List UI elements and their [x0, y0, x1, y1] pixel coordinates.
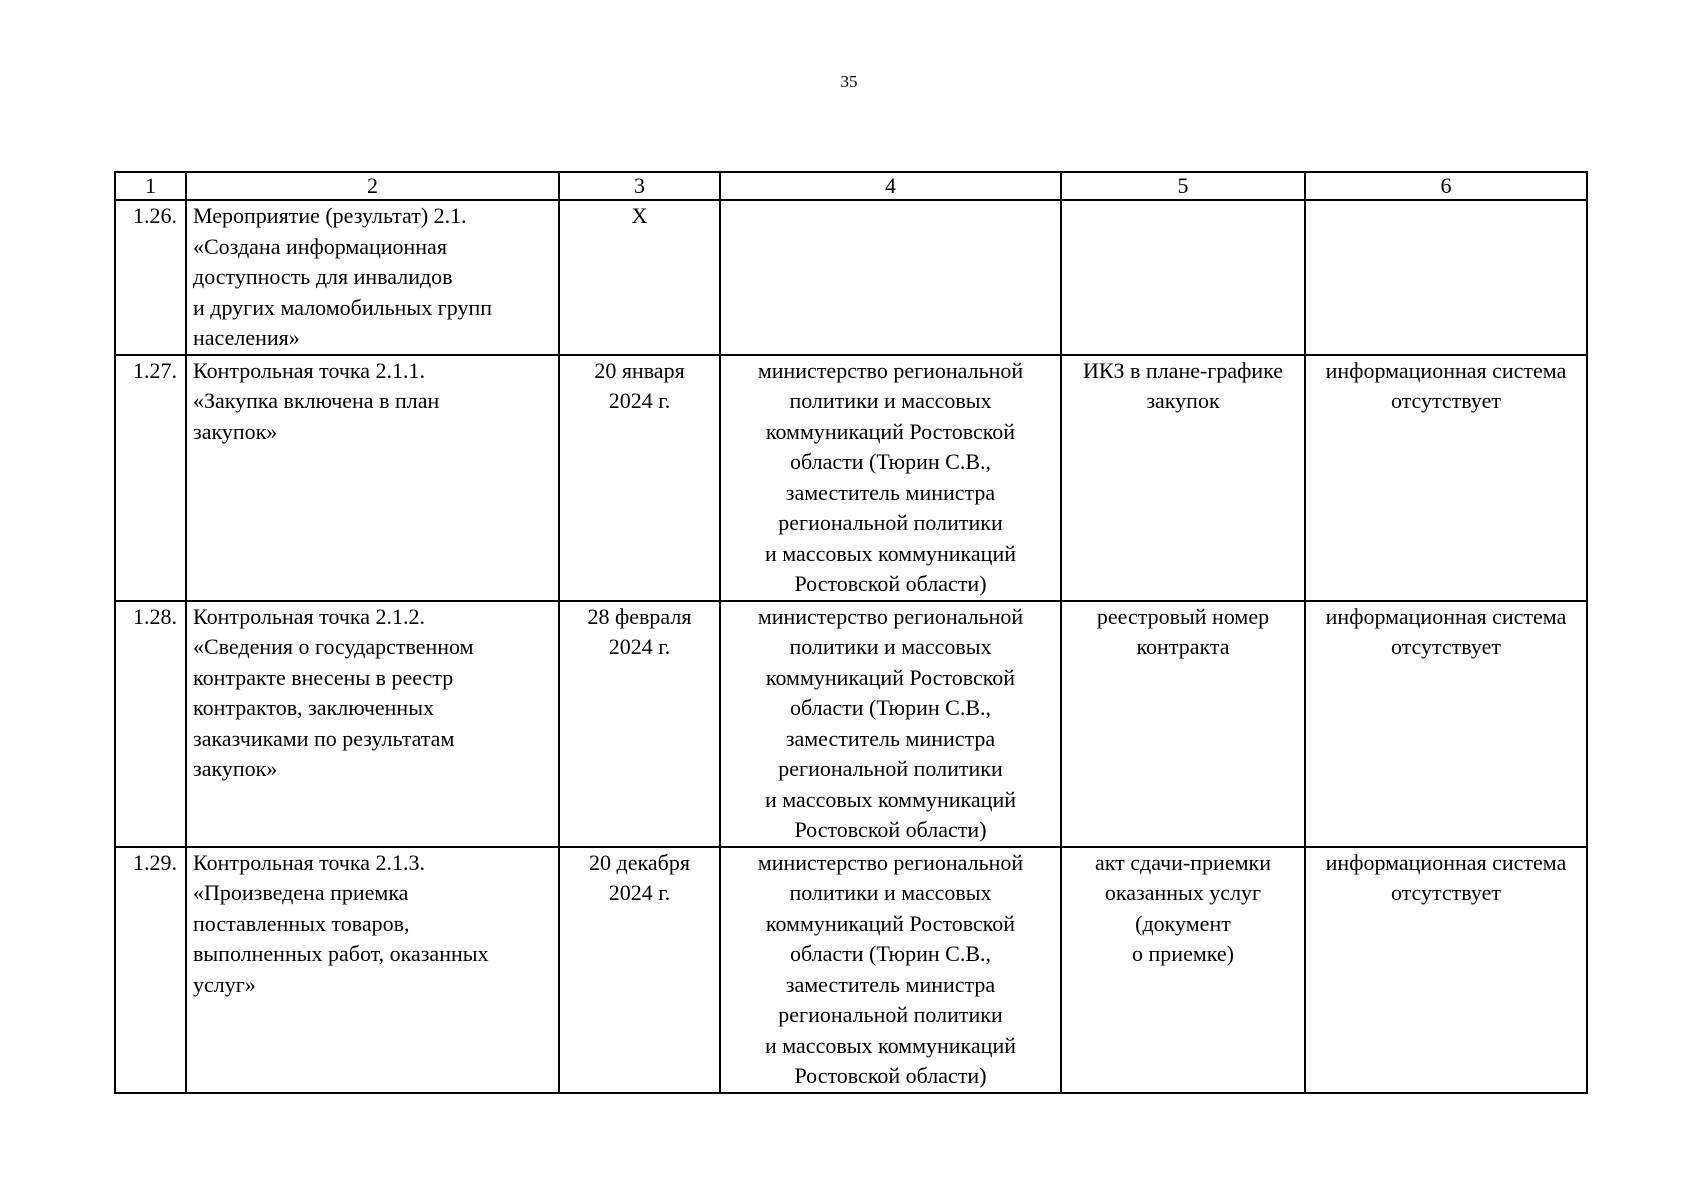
table-header-row: [115, 172, 1587, 200]
cell-text-line: закупок»: [193, 418, 278, 444]
cell-text-line: Ростовской области): [794, 1063, 987, 1088]
cell-text-line: «Закупка включена в план: [193, 388, 440, 413]
responsible-cell: [720, 355, 1061, 601]
row-number-cell: 1.27.: [115, 355, 186, 601]
column-header: 3: [559, 172, 720, 200]
row-number-cell: 1.26.: [115, 200, 186, 355]
column-header: 2: [186, 172, 559, 200]
cell-text-line: министерство региональной: [757, 357, 1024, 383]
table-row: [115, 355, 1587, 601]
info-system-cell: [1305, 847, 1587, 1093]
event-title-cell: [186, 847, 559, 1093]
cell-text-line: и массовых коммуникаций: [765, 786, 1016, 812]
cell-text-line: и других маломобильных групп: [193, 294, 492, 320]
cell-text-line: контрактов, заключенных: [193, 695, 434, 720]
cell-text-line: 20 января: [594, 357, 685, 383]
cell-text-line: заместитель министра: [785, 971, 996, 997]
plan-table: [114, 171, 1588, 1094]
cell-text-line: коммуникаций Ростовской: [765, 418, 1016, 444]
cell-text-line: министерство региональной: [757, 603, 1024, 629]
cell-text-line: отсутствует: [1390, 388, 1502, 413]
event-title-cell: [186, 355, 559, 601]
cell-text-line: заказчиками по результатам: [193, 725, 455, 751]
responsible-cell: [720, 847, 1061, 1093]
event-title-cell: [186, 200, 559, 355]
cell-text-line: 2024 г.: [608, 880, 671, 905]
row-number-cell: 1.28.: [115, 601, 186, 847]
column-header: 6: [1305, 172, 1587, 200]
cell-text-line: «Произведена приемка: [193, 880, 409, 905]
cell-text-line: услуг»: [193, 971, 256, 997]
cell-text-line: «Создана информационная: [193, 233, 447, 259]
column-header: 4: [720, 172, 1061, 200]
cell-text-line: Контрольная точка 2.1.3.: [193, 849, 426, 875]
cell-text-line: «Сведения о государственном: [193, 634, 474, 659]
cell-text-line: реестровый номер: [1096, 603, 1270, 629]
page-number: 35: [840, 72, 858, 91]
cell-text-line: информационная система: [1325, 357, 1567, 383]
table-row: [115, 601, 1587, 847]
cell-text-line: 20 декабря: [589, 849, 690, 875]
document-cell: [1061, 200, 1305, 355]
cell-text-line: Ростовской области): [794, 817, 987, 842]
cell-text-line: информационная система: [1325, 603, 1567, 629]
cell-text-line: закупок»: [193, 756, 278, 781]
cell-text-line: Контрольная точка 2.1.2.: [193, 603, 426, 629]
cell-text-line: политики и массовых: [789, 634, 992, 659]
deadline-cell: [559, 847, 720, 1093]
cell-text-line: (документ: [1135, 910, 1231, 936]
deadline-cell: [559, 601, 720, 847]
document-cell: [1061, 355, 1305, 601]
cell-text-line: населения»: [193, 325, 300, 350]
cell-text-line: Ростовской области): [794, 571, 987, 596]
cell-text-line: информационная система: [1325, 849, 1567, 875]
cell-text-line: области (Тюрин С.В.,: [789, 941, 992, 966]
event-title-cell: [186, 601, 559, 847]
cell-text-line: доступность для инвалидов: [193, 264, 453, 289]
cell-text-line: контракта: [1136, 634, 1230, 659]
cell-text-line: ИКЗ в плане-графике: [1082, 357, 1284, 383]
cell-text-line: заместитель министра: [785, 725, 996, 751]
cell-text-line: области (Тюрин С.В.,: [789, 695, 992, 720]
cell-text-line: региональной политики: [778, 756, 1003, 781]
cell-text-line: Контрольная точка 2.1.1.: [193, 357, 426, 383]
cell-text-line: оказанных услуг: [1104, 880, 1262, 905]
cell-text-line: отсутствует: [1390, 880, 1502, 905]
responsible-cell: [720, 601, 1061, 847]
cell-text-line: области (Тюрин С.В.,: [789, 449, 992, 474]
column-header: 1: [115, 172, 186, 200]
document-cell: [1061, 847, 1305, 1093]
cell-text-line: заместитель министра: [785, 479, 996, 505]
deadline-cell: [559, 200, 720, 355]
row-number-cell: 1.29.: [115, 847, 186, 1093]
cell-text-line: контракте внесены в реестр: [193, 664, 454, 690]
info-system-cell: [1305, 601, 1587, 847]
deadline-cell: [559, 355, 720, 601]
cell-text-line: коммуникаций Ростовской: [765, 910, 1016, 936]
cell-text-line: коммуникаций Ростовской: [765, 664, 1016, 690]
cell-text-line: и массовых коммуникаций: [765, 1032, 1016, 1058]
cell-text-line: 2024 г.: [608, 634, 671, 659]
info-system-cell: [1305, 355, 1587, 601]
cell-text-line: министерство региональной: [757, 849, 1024, 875]
cell-text-line: 28 февраля: [587, 603, 692, 629]
cell-text-line: политики и массовых: [789, 880, 992, 905]
cell-text-line: политики и массовых: [789, 388, 992, 413]
cell-text-line: и массовых коммуникаций: [765, 540, 1016, 566]
cell-text-line: о приемке): [1132, 941, 1234, 966]
table-row: [115, 200, 1587, 355]
cell-text-line: Х: [631, 203, 648, 228]
responsible-cell: [720, 200, 1061, 355]
cell-text-line: поставленных товаров,: [193, 910, 410, 936]
cell-text-line: выполненных работ, оказанных: [193, 941, 489, 966]
table-row: [115, 847, 1587, 1093]
cell-text-line: отсутствует: [1390, 634, 1502, 659]
cell-text-line: региональной политики: [778, 510, 1003, 535]
cell-text-line: акт сдачи-приемки: [1095, 849, 1271, 875]
cell-text-line: Мероприятие (результат) 2.1.: [193, 203, 467, 228]
info-system-cell: [1305, 200, 1587, 355]
cell-text-line: региональной политики: [778, 1002, 1003, 1027]
document-cell: [1061, 601, 1305, 847]
column-header: 5: [1061, 172, 1305, 200]
cell-text-line: закупок: [1146, 388, 1220, 413]
cell-text-line: 2024 г.: [608, 388, 671, 413]
